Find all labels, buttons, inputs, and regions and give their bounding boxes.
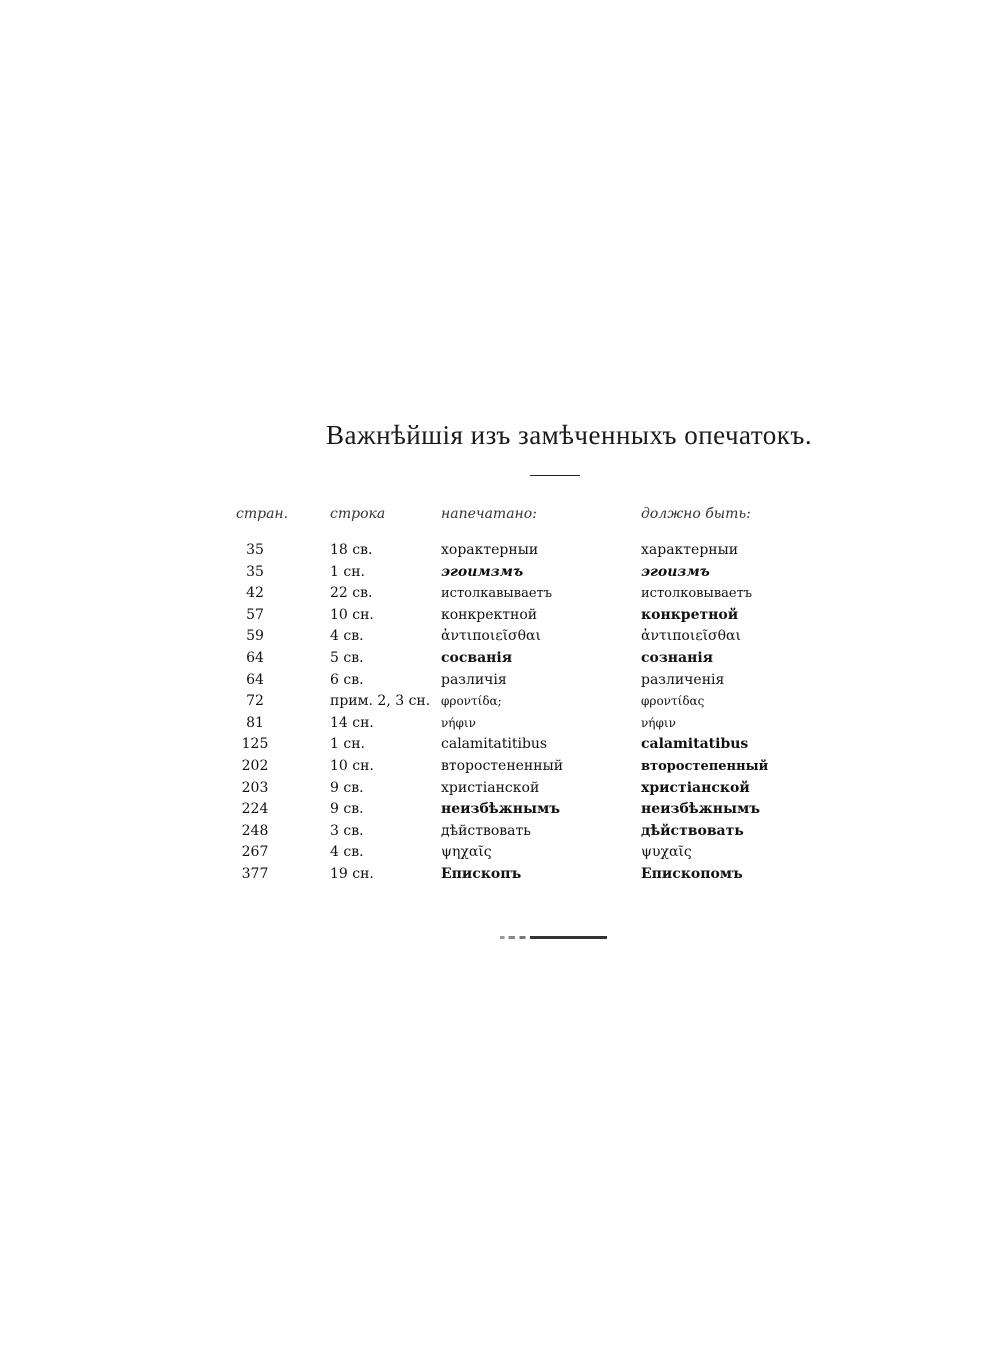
errata-line-ref: 18 св. — [330, 542, 373, 558]
errata-row — [0, 626, 1000, 648]
errata-table — [0, 502, 1000, 886]
errata-should-be: calamitatibus — [641, 736, 749, 753]
errata-page-number: 81 — [246, 714, 264, 731]
errata-should-be: характерныи — [641, 542, 739, 558]
errata-page-number: 64 — [246, 649, 264, 666]
errata-printed: φροντίδα; — [441, 694, 502, 709]
errata-should-be: φροντίδας — [641, 694, 705, 709]
errata-line-ref: 10 сн. — [330, 757, 374, 774]
errata-printed: νήφιν — [441, 715, 476, 730]
errata-row — [0, 756, 1000, 778]
errata-printed: ψηχαῖς — [441, 844, 492, 861]
errata-row — [0, 842, 1000, 864]
errata-line-ref: 10 сн. — [330, 606, 374, 623]
errata-should-be: второстепенный — [641, 758, 769, 774]
errata-should-be: истолковываетъ — [641, 586, 753, 602]
errata-should-be: эгоизмъ — [641, 563, 710, 580]
column-header-should-be: должно быть: — [641, 506, 751, 522]
errata-row — [0, 691, 1000, 713]
errata-page-number: 64 — [246, 671, 264, 688]
errata-printed: эгоимзмъ — [441, 563, 524, 580]
errata-printed: ἀντιποιεῖσθαι — [441, 628, 541, 645]
errata-line-ref: 22 св. — [330, 585, 373, 602]
errata-row — [0, 713, 1000, 735]
errata-row — [0, 778, 1000, 800]
errata-page-number: 248 — [241, 822, 269, 839]
column-header-printed: напечатано: — [441, 506, 537, 522]
errata-page-number: 202 — [241, 757, 269, 774]
errata-line-ref: 14 сн. — [330, 714, 374, 731]
errata-page-number: 377 — [241, 865, 269, 882]
end-ornament-rule — [500, 936, 607, 939]
errata-row — [0, 799, 1000, 821]
errata-should-be: различенія — [641, 671, 725, 688]
errata-row — [0, 540, 1000, 562]
errata-printed: различія — [441, 671, 507, 688]
errata-printed: второстененный — [441, 757, 564, 774]
errata-line-ref: 1 сн. — [330, 736, 365, 753]
errata-printed: дѣйствовать — [441, 822, 531, 839]
errata-printed: Епископъ — [441, 865, 522, 882]
errata-page-number: 35 — [246, 563, 264, 580]
errata-page-number: 35 — [246, 542, 264, 558]
errata-page-number: 125 — [241, 736, 269, 753]
errata-row — [0, 821, 1000, 843]
errata-should-be: ψυχαῖς — [641, 844, 692, 861]
errata-page-number: 224 — [241, 801, 269, 818]
errata-row — [0, 648, 1000, 670]
errata-line-ref: 4 св. — [330, 844, 364, 861]
errata-printed: сосванія — [441, 649, 513, 666]
title-divider — [530, 475, 580, 476]
errata-printed: calamitatitibus — [441, 736, 548, 753]
errata-should-be: христіанской — [641, 779, 750, 796]
errata-row — [0, 734, 1000, 756]
errata-printed: хорактерныи — [441, 542, 539, 558]
errata-line-ref: прим. 2, 3 сн. — [330, 693, 431, 710]
errata-row — [0, 583, 1000, 605]
column-header-line: строка — [330, 506, 386, 522]
errata-printed: истолкавываетъ — [441, 586, 552, 602]
errata-line-ref: 6 св. — [330, 671, 364, 688]
errata-should-be: дѣйствовать — [641, 822, 744, 839]
errata-line-ref: 4 св. — [330, 628, 364, 645]
errata-line-ref: 9 св. — [330, 779, 364, 796]
errata-should-be: Епископомъ — [641, 865, 743, 882]
page-title: Важнѣйшія изъ замѣченныхъ опечатокъ. — [326, 420, 813, 450]
errata-row — [0, 562, 1000, 584]
errata-should-be: конкретной — [641, 606, 739, 623]
errata-line-ref: 1 сн. — [330, 563, 365, 580]
errata-page-number: 59 — [246, 628, 264, 645]
errata-should-be: сознанія — [641, 649, 714, 666]
errata-printed: неизбѣжнымъ — [441, 801, 560, 818]
errata-header-row — [0, 502, 1000, 540]
errata-row — [0, 605, 1000, 627]
errata-row — [0, 864, 1000, 886]
errata-page-number: 203 — [241, 779, 269, 796]
errata-page-number: 267 — [241, 844, 269, 861]
errata-should-be: ἀντιποιεῖσθαι — [641, 628, 741, 645]
errata-line-ref: 3 св. — [330, 822, 364, 839]
errata-page-number: 57 — [246, 606, 264, 623]
errata-row — [0, 670, 1000, 692]
errata-should-be: неизбѣжнымъ — [641, 801, 760, 818]
errata-printed: христіанской — [441, 779, 540, 796]
column-header-page: стран. — [236, 506, 289, 522]
errata-should-be: νήφιν — [641, 715, 676, 730]
errata-line-ref: 9 св. — [330, 801, 364, 818]
errata-page-number: 72 — [246, 693, 264, 710]
errata-line-ref: 19 сн. — [330, 865, 374, 882]
errata-line-ref: 5 св. — [330, 649, 364, 666]
errata-printed: конкректной — [441, 606, 538, 623]
errata-page-number: 42 — [246, 585, 264, 602]
